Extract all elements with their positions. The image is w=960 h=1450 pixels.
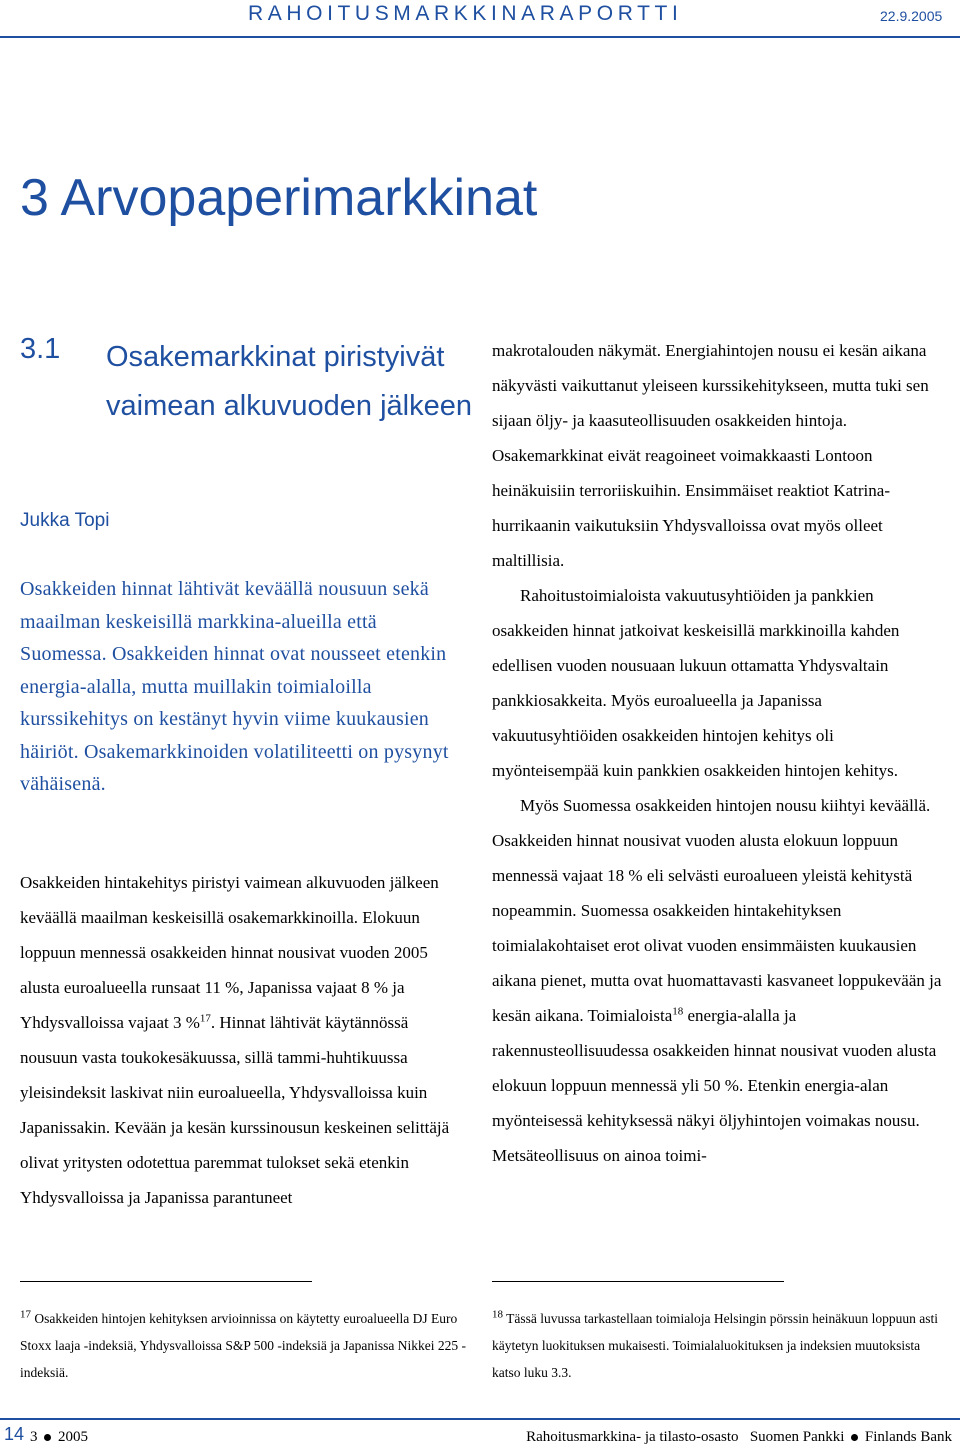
footnote-ref-18[interactable]: 18 <box>672 1005 684 1018</box>
footnote-ref-17[interactable]: 17 <box>199 1012 211 1025</box>
body-text: . Hinnat lähtivät käytännössä nousuun vasta toukokesäkuussa, sillä tammi-huhtikuussa yleisindeksit laskivat niin euroalueella, Yhdysvalloissa kuin Japanissakin. Kevään ja kesän kurssinousun keskeinen selittäjä olivat yritysten odotettua paremmat tulokset sekä etenkin Yhdysvalloissa ja Japanissa parantuneet <box>20 1013 450 1207</box>
issue-number: 3 <box>30 1429 38 1445</box>
section-title: Osakemarkkinat piristyivät vaimean alkuvuoden jälkeen <box>106 341 472 422</box>
header-rule <box>0 36 960 38</box>
bullet-icon <box>851 1434 858 1441</box>
footnote-number: 17 <box>20 1308 31 1321</box>
footnote-number: 18 <box>492 1308 503 1321</box>
publisher-info <box>526 1429 952 1446</box>
bullet-icon <box>44 1434 51 1441</box>
footnote-rule <box>492 1281 784 1282</box>
footer-rule <box>0 1418 960 1420</box>
lead-paragraph: Osakkeiden hinnat lähtivät keväällä nousuun sekä maailman keskeisillä markkina-alueilla että Suomessa. Osakkeiden hinnat ovat nousseet etenkin energia-alalla, mutta muillakin toimialoilla kurssikehitys on kestänyt hyvin viime kuukausien häiriöt. Osakemarkkinoiden volatiliteetti on pysynyt vähäisenä. <box>20 578 449 795</box>
footnote-text: Tässä luvussa tarkastellaan toimialoja Helsingin pörssin heinäkuun loppuun asti käytetyn luokituksen mukaisesti. Toimialaluokituksen ja indeksien muutoksista katso luku 3.3. <box>492 1311 939 1380</box>
report-title: RAHOITUSMARKKINARAPORTTI <box>248 2 683 25</box>
body-text: Myös Suomessa osakkeiden hintojen nousu kiihtyi keväällä. Osakkeiden hinnat nousivat vuoden alusta elokuun loppuun mennessä vajaat 18 % eli selvästi euroalueen yleistä kehitystä nopeammin. Suomessa osakkeiden hintakehityksen toimialakohtaiset erot olivat vuoden ensimmäisten kuukausien aikana pienet, mutta ovat huomattavasti kasvaneet loppukevään ja kesän aikana. Toimialoista <box>492 796 942 1025</box>
body-paragraph-left <box>20 865 468 1215</box>
body-text: Osakkeiden hintakehitys piristyi vaimean alkuvuoden jälkeen keväällä maailman keskeisillä osakemarkkinoilla. Elokuun loppuun mennessä osakkeiden hinnat nousivat vuoden 2005 alusta euroalueella runsaat 11 %, Japanissa vajaat 8 % ja Yhdysvalloissa vajaat 3 % <box>20 873 439 1032</box>
section-number: 3.1 <box>20 333 61 365</box>
footnote-text: Osakkeiden hintojen kehityksen arvioinnissa on käytetty euroalueella DJ Euro Stoxx laaja -indeksiä, Yhdysvalloissa S&P 500 -indeksiä ja Japanissa Nikkei 225 -indeksiä. <box>20 1311 466 1380</box>
report-date: 22.9.2005 <box>880 8 943 24</box>
issue-info <box>30 1429 88 1446</box>
department-name: Rahoitusmarkkina- ja tilasto-osasto <box>526 1429 739 1445</box>
bank-name-fi: Suomen Pankki <box>749 1429 845 1445</box>
footnote-17 <box>20 1305 468 1386</box>
bank-name-en: Finlands Bank <box>864 1429 952 1445</box>
right-column <box>492 333 944 1173</box>
body-paragraph <box>492 788 944 1173</box>
chapter-title: 3 Arvopaperimarkkinat <box>20 169 538 227</box>
page-number: 14 <box>4 1424 25 1444</box>
body-paragraph: Rahoitustoimialoista vakuutusyhtiöiden ja pankkien osakkeiden hinnat jatkoivat keskeisillä markkinoilla kahden edellisen vuoden nousuaan lukuun ottamatta Yhdysvaltain pankkiosakkeita. Myös euroalueella ja Japanissa vakuutusyhtiöiden osakkeiden hintojen kehitys oli myönteisempää kuin pankkien osakkeiden hintojen kehitys. <box>492 586 900 780</box>
footnote-18 <box>492 1305 944 1386</box>
author-name: Jukka Topi <box>20 510 110 531</box>
body-paragraph: makrotalouden näkymät. Energiahintojen nousu ei kesän aikana näkyvästi vaikuttanut yleiseen kurssikehitykseen, mutta tuki sen sijaan öljy- ja kaasuteollisuuden osakkeiden hintoja. Osakemarkkinat eivät reagoineet voimakkaasti Lontoon heinäkuisiin terroriiskuihin. Ensimmäiset reaktiot Katrina-hurrikaanin vaikutuksiin Yhdysvalloissa ovat myös olleet maltillisia. <box>492 341 929 570</box>
issue-year: 2005 <box>58 1429 88 1445</box>
body-text: energia-alalla ja rakennusteollisuudessa osakkeiden hinnat nousivat vuoden alusta elokuun loppuun mennessä yli 50 %. Etenkin energia-alan myönteisessä kehityksessä näkyi öljyhintojen voimakas nousu. Metsäteollisuus on ainoa toimi- <box>492 1006 937 1165</box>
footnote-rule <box>20 1281 312 1282</box>
